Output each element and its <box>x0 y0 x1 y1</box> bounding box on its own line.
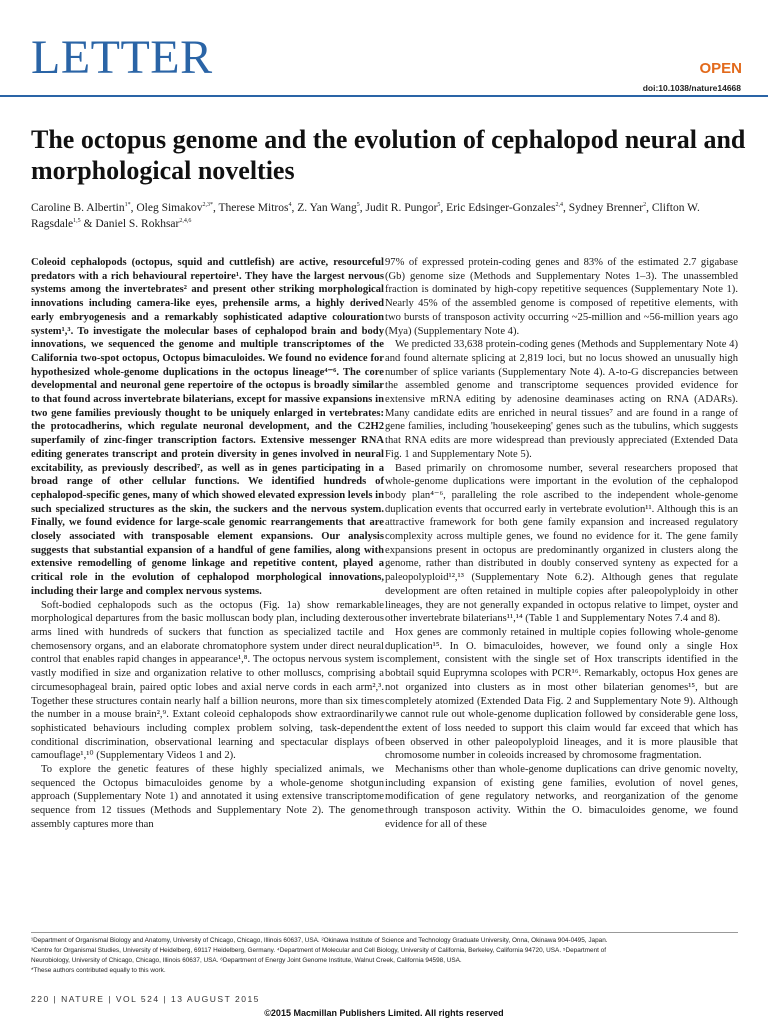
article-title: The octopus genome and the evolution of cephalopod neural and morphological novelties <box>31 125 746 185</box>
author-list: Caroline B. Albertin$^{1*}$, Oleg Simakov$^{2,3*}$, Therese Mitros$^4$, Z. Yan Wang$^5$, Judit R. Pungor$^5$, Eric Edsinger-Gonzales$^{2,4}$, Sydney Brenner$^2$, Clifton W. Ragsdale$^{1,5}$ & Daniel S. Rokhsar$^{2,4,6}$ <box>31 202 700 230</box>
abstract: Coleoid cephalopods (octopus, squid and cuttlefish) are active, resourceful predators with a rich behavioural repertoire¹. They have the largest nervous systems among the invertebrates² and present other striking morphological innovations including camera-like eyes, prehensile arms, a highly derived early embryogenesis and a remarkably sophisticated adaptive colouration system¹,³. To investigate the molecular bases of cephalopod brain and body innovations, we sequenced the genome and multiple transcriptomes of the California two-spot octopus, Octopus bimaculoides. We found no evidence for hypothesized whole-genome duplications in the octopus lineage⁴⁻⁶. The core developmental and neuronal gene repertoire of the octopus is broadly similar to that found across invertebrate bilaterians, except for massive expansions in two gene families previously thought to be uniquely enlarged in vertebrates: the protocadherins, which regulate neuronal development, and the C2H2 superfamily of zinc-finger transcription factors. Extensive messenger RNA editing generates transcript and protein diversity in genes involved in neural excitability, as previously described⁷, as well as in genes participating in a broad range of other cellular functions. We identified hundreds of cephalopod-specific genes, many of which showed elevated expression levels in such specialized structures as the skin, the suckers and the nervous system. Finally, we found evidence for large-scale genomic rearrangements that are closely associated with transposable element expansions. Our analysis suggests that substantial expansion of a handful of gene families, along with extensive remodelling of genome linkage and repetitive content, played a critical role in the evolution of cephalopod morphological innovations, including their large and complex nervous systems. <box>31 257 384 597</box>
body-paragraph: We predicted 33,638 protein-coding genes (Methods and Supplementary Note 4) and found alternate splicing at 2,819 loci, but no locus showed an unusually high number of splice variants (Supplementary Note 4). A-to-G discrepancies between the assembled genome and transcriptome sequences provided evidence for extensive mRNA editing by adenosine deaminases acting on RNA (ADARs). Many candidate edits are enriched in neural tissues⁷ and are found in a range of gene families, including 'housekeeping' genes such as the tubulins, which suggests that RNA edits are more widespread than previously appreciated (Extended Data Fig. 1 and Supplementary Note 5). <box>385 339 738 460</box>
affiliation-line: Neurobiology, University of Chicago, Chicago, Illinois 60637, USA. ⁶Department of Energy Joint Genome Institute, Walnut Creek, California 94598, USA. <box>31 957 462 964</box>
author-name: Caroline B. Albertin <box>31 202 125 214</box>
body-paragraph: 97% of expressed protein-coding genes and 83% of the estimated 2.7 gigabase (Gb) genome size (Methods and Supplementary Notes 1–3). The unassembled fraction is dominated by high-copy repetitive sequences (Supplementary Note 1). Nearly 45% of the assembled genome is composed of repetitive elements, with two bursts of transposon activity occurring ~25-million and ~56-million years ago (Mya) (Supplementary Note 4). <box>385 257 738 337</box>
author-affiliation: 5 <box>437 202 441 209</box>
footnote-rule <box>31 932 738 933</box>
right-column <box>385 256 738 832</box>
doi-link[interactable]: doi:10.1038/nature14668 <box>642 83 741 93</box>
author-affiliation: 2 <box>643 202 647 209</box>
affiliation-line: ¹Department of Organismal Biology and Anatomy, University of Chicago, Chicago, Illinois 60637, USA. ²Okinawa Institute of Science and Technology Graduate University, Onna, Okinawa 904-0495, Japan. <box>31 937 608 944</box>
author-affiliation: 2,4,6 <box>179 218 192 225</box>
author-name: Therese Mitros <box>218 202 289 214</box>
author-affiliation: 4 <box>288 202 292 209</box>
header-rule <box>0 95 768 97</box>
author-affiliation: 5 <box>356 202 360 209</box>
author-name: Eric Edsinger-Gonzales <box>446 202 556 214</box>
author-name: Oleg Simakov <box>136 202 203 214</box>
author-affiliation: 1* <box>124 202 131 209</box>
author-name: Judit R. Pungor <box>365 202 438 214</box>
page-footer: 220 | NATURE | VOL 524 | 13 AUGUST 2015 <box>31 994 260 1004</box>
author-name: Sydney Brenner <box>568 202 644 214</box>
copyright-notice: ©2015 Macmillan Publishers Limited. All rights reserved <box>264 1008 504 1018</box>
body-paragraph: Soft-bodied cephalopods such as the octopus (Fig. 1a) show remarkable morphological departures from the basic molluscan body plan, including dexterous arms lined with hundreds of suckers that function as specialized tactile and chemosensory organs, and an elaborate chromatophore system under direct neural control that enables rapid changes in appearance¹,⁸. The octopus nervous system is vastly modified in size and organization relative to other molluscs, comprising a circumesophageal brain, paired optic lobes and axial nerve cords in each arm²,³. Together these structures contain nearly half a billion neurons, more than six times the number in a mouse brain²,⁹. Extant coleoid cephalopods show extraordinarily sophisticated behaviours including complex problem solving, task-dependent conditional discrimination, observational learning and spectacular displays of camouflage¹,¹⁰ (Supplementary Videos 1 and 2). <box>31 599 384 762</box>
author-affiliation: 2,3* <box>202 202 213 209</box>
section-label: LETTER <box>31 31 213 84</box>
affiliations <box>31 936 741 976</box>
body-paragraph: Hox genes are commonly retained in multiple copies following whole-genome duplication¹⁵. In O. bimaculoides, however, we found only a single Hox complement, consistent with the single set of Hox transcripts identified in the bobtail squid Euprymna scolopes with PCR¹⁶. Remarkably, octopus Hox genes are not organized into clusters as in most other bilaterian genomes¹⁵, but are completely atomized (Extended Data Fig. 2 and Supplementary Note 9). Although we cannot rule out whole-genome duplication followed by considerable gene loss, the extent of loss needed to support this claim would far exceed that which has been observed in other paleopolyploid lineages, and it is more plausible that chromosome number in coleoids increased by chromosome fragmentation. <box>385 626 738 762</box>
author-affiliation: 1,5 <box>73 218 81 225</box>
body-paragraph: To explore the genetic features of these highly specialized animals, we sequenced the Octopus bimaculoides genome by a whole-genome shotgun approach (Supplementary Note 1) and annotated it using extensive transcriptome sequence from 12 tissues (Methods and Supplementary Note 2). The genome assembly captures more than <box>31 764 384 830</box>
left-column <box>31 256 384 832</box>
author-name: Z. Yan Wang <box>297 202 357 214</box>
equal-contribution-note: *These authors contributed equally to this work. <box>31 967 166 974</box>
body-paragraph: Based primarily on chromosome number, several researchers proposed that whole-genome duplications were important in the evolution of the cephalopod body plan⁴⁻⁶, paralleling the role ascribed to the independent whole-genome duplication events that occurred early in vertebrate evolution¹¹. Although this is an attractive framework for both gene family expansion and increased regulatory complexity across multiple genes, we found no evidence for it. The gene family expansions present in octopus are predominantly organized in clusters along the genome, rather than distributed in doubly conserved synteny as expected for a paleopolyploid¹²,¹³ (Supplementary Note 6.2). Although genes that regulate development are often retained in multiple copies after paleopolyploidy in other lineages, they are not generally expanded in octopus relative to limpet, oyster and other invertebrate bilaterians¹¹,¹⁴ (Table 1 and Supplementary Notes 7.4 and 8). <box>385 462 738 625</box>
author-name: Daniel S. Rokhsar <box>95 218 180 230</box>
body-paragraph: Mechanisms other than whole-genome duplications can drive genomic novelty, including expansion of existing gene families, evolution of novel genes, modification of gene regulatory networks, and reorganization of the genome through transposon activity. Within the O. bimaculoides genome, we found evidence for all of these <box>385 764 738 830</box>
author-name: Clifton W. Ragsdale <box>31 202 700 230</box>
open-access-badge: OPEN <box>699 60 742 77</box>
author-affiliation: 2,4 <box>555 202 563 209</box>
affiliation-line: ³Centre for Organismal Studies, University of Heidelberg, 69117 Heidelberg, Germany. ⁴Department of Molecular and Cell Biology, University of California, Berkeley, California 94720, USA. ⁵Department of <box>31 947 607 954</box>
